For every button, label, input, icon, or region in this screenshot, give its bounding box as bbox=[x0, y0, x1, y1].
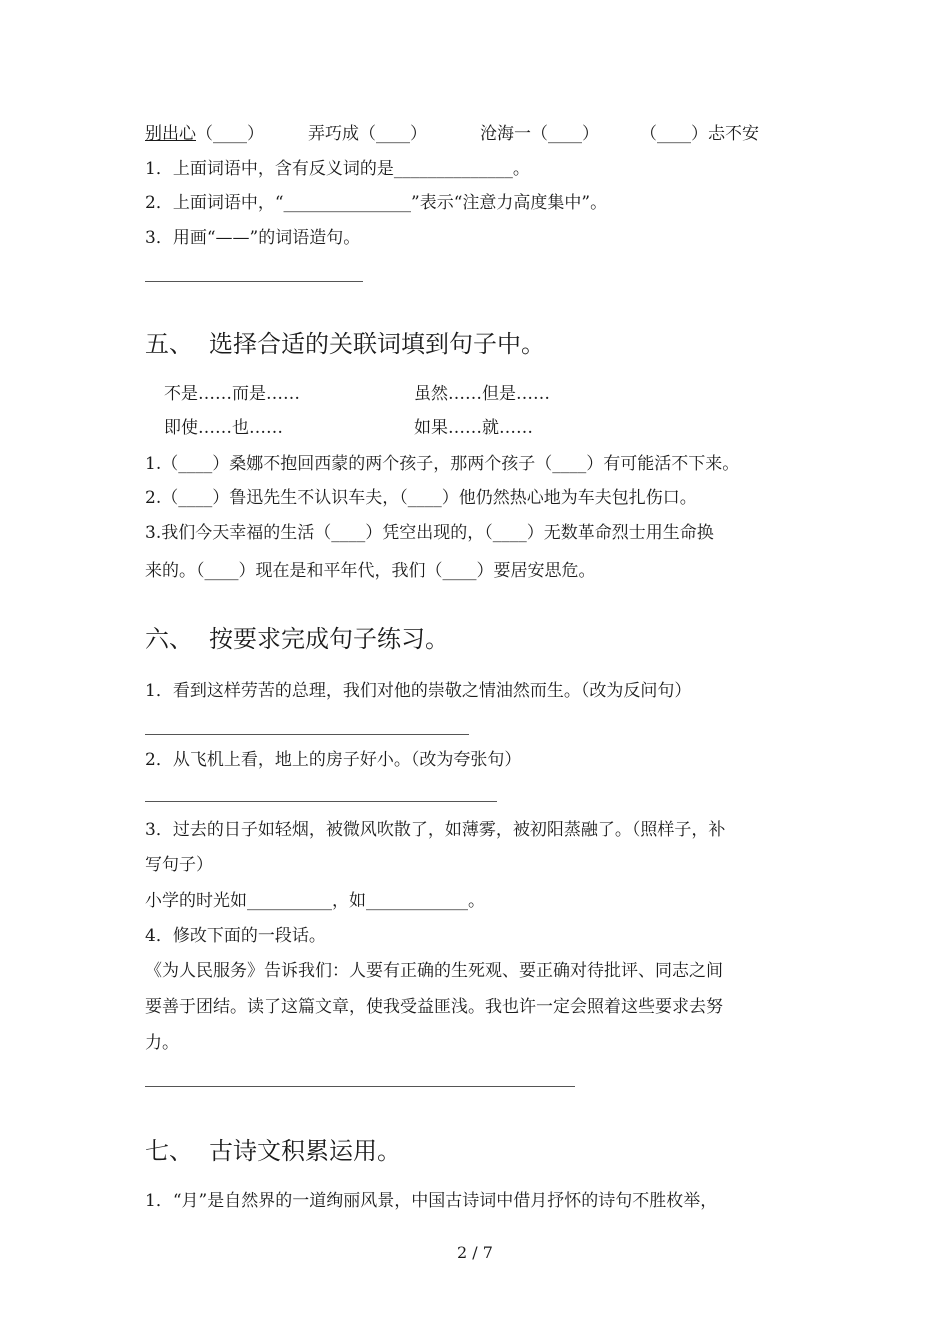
passage-line-1: 《为人民服务》告诉我们：人要有正确的生死观、要正确对待批评、同志之间 bbox=[145, 961, 723, 981]
section6-question-3-cont: 写句子） bbox=[145, 855, 213, 875]
section6-question-3: 3．过去的日子如轻烟，被微风吹散了，如薄雾，被初阳蒸融了。（照样子，补 bbox=[145, 820, 726, 840]
idiom-3: 沧海一（____） bbox=[480, 124, 599, 144]
answer-line bbox=[145, 281, 363, 282]
section4-question-3: 3．用画“——”的词语造句。 bbox=[145, 228, 361, 248]
section6-question-1: 1．看到这样劳苦的总理，我们对他的崇敬之情油然而生。（改为反问句） bbox=[145, 681, 692, 701]
idiom-1-blank: （____） bbox=[196, 124, 264, 144]
passage-line-3: 力。 bbox=[145, 1033, 179, 1053]
section4-question-1: 1．上面词语中，含有反义词的是______________。 bbox=[145, 159, 530, 179]
idiom-1 bbox=[145, 122, 264, 146]
section5-item-1: 1.（____）桑娜不抱回西蒙的两个孩子，那两个孩子（____）有可能活不下来。 bbox=[145, 454, 740, 474]
conjunction-option: 如果……就…… bbox=[414, 418, 533, 438]
section7-number: 七、 bbox=[145, 1137, 193, 1165]
section6-question-3-fill: 小学的时光如__________，如____________。 bbox=[145, 891, 485, 911]
section5-item-3-cont: 来的。（____）现在是和平年代，我们（____）要居安思危。 bbox=[145, 561, 596, 581]
section5-item-2: 2.（____）鲁迅先生不认识车夫，（____）他仍然热心地为车夫包扎伤口。 bbox=[145, 488, 697, 508]
passage-line-2: 要善于团结。读了这篇文章，使我受益匪浅。我也许一定会照着这些要求去努 bbox=[145, 997, 723, 1017]
conjunction-option: 不是……而是…… bbox=[164, 384, 300, 404]
answer-line bbox=[145, 801, 497, 802]
section5-number: 五、 bbox=[145, 330, 193, 358]
page-number: 2 / 7 bbox=[457, 1243, 493, 1262]
section5-item-3: 3.我们今天幸福的生活（____）凭空出现的，（____）无数革命烈士用生命换 bbox=[145, 523, 714, 543]
section6-number: 六、 bbox=[145, 625, 193, 653]
answer-line bbox=[145, 1086, 575, 1087]
section7-question-1: 1．“月”是自然界的一道绚丽风景，中国古诗词中借月抒怀的诗句不胜枚举， bbox=[145, 1191, 718, 1211]
idiom-4: （____）忐不安 bbox=[640, 124, 759, 144]
answer-line bbox=[145, 734, 469, 735]
section6-question-2: 2．从飞机上看，地上的房子好小。（改为夸张句） bbox=[145, 750, 522, 770]
section6-question-4: 4．修改下面的一段话。 bbox=[145, 926, 326, 946]
idiom-1-underlined: 别出心 bbox=[145, 124, 196, 144]
conjunction-option: 虽然……但是…… bbox=[414, 384, 550, 404]
idiom-2: 弄巧成（____） bbox=[308, 124, 427, 144]
section5-heading bbox=[145, 328, 545, 360]
section7-heading bbox=[145, 1135, 401, 1167]
section5-title: 选择合适的关联词填到句子中。 bbox=[209, 330, 545, 358]
conjunction-option: 即使……也…… bbox=[164, 418, 283, 438]
section6-title: 按要求完成句子练习。 bbox=[209, 625, 449, 653]
section4-question-2: 2．上面词语中，“_______________”表示“注意力高度集中”。 bbox=[145, 193, 608, 213]
section7-title: 古诗文积累运用。 bbox=[209, 1137, 401, 1165]
section6-heading bbox=[145, 623, 449, 655]
